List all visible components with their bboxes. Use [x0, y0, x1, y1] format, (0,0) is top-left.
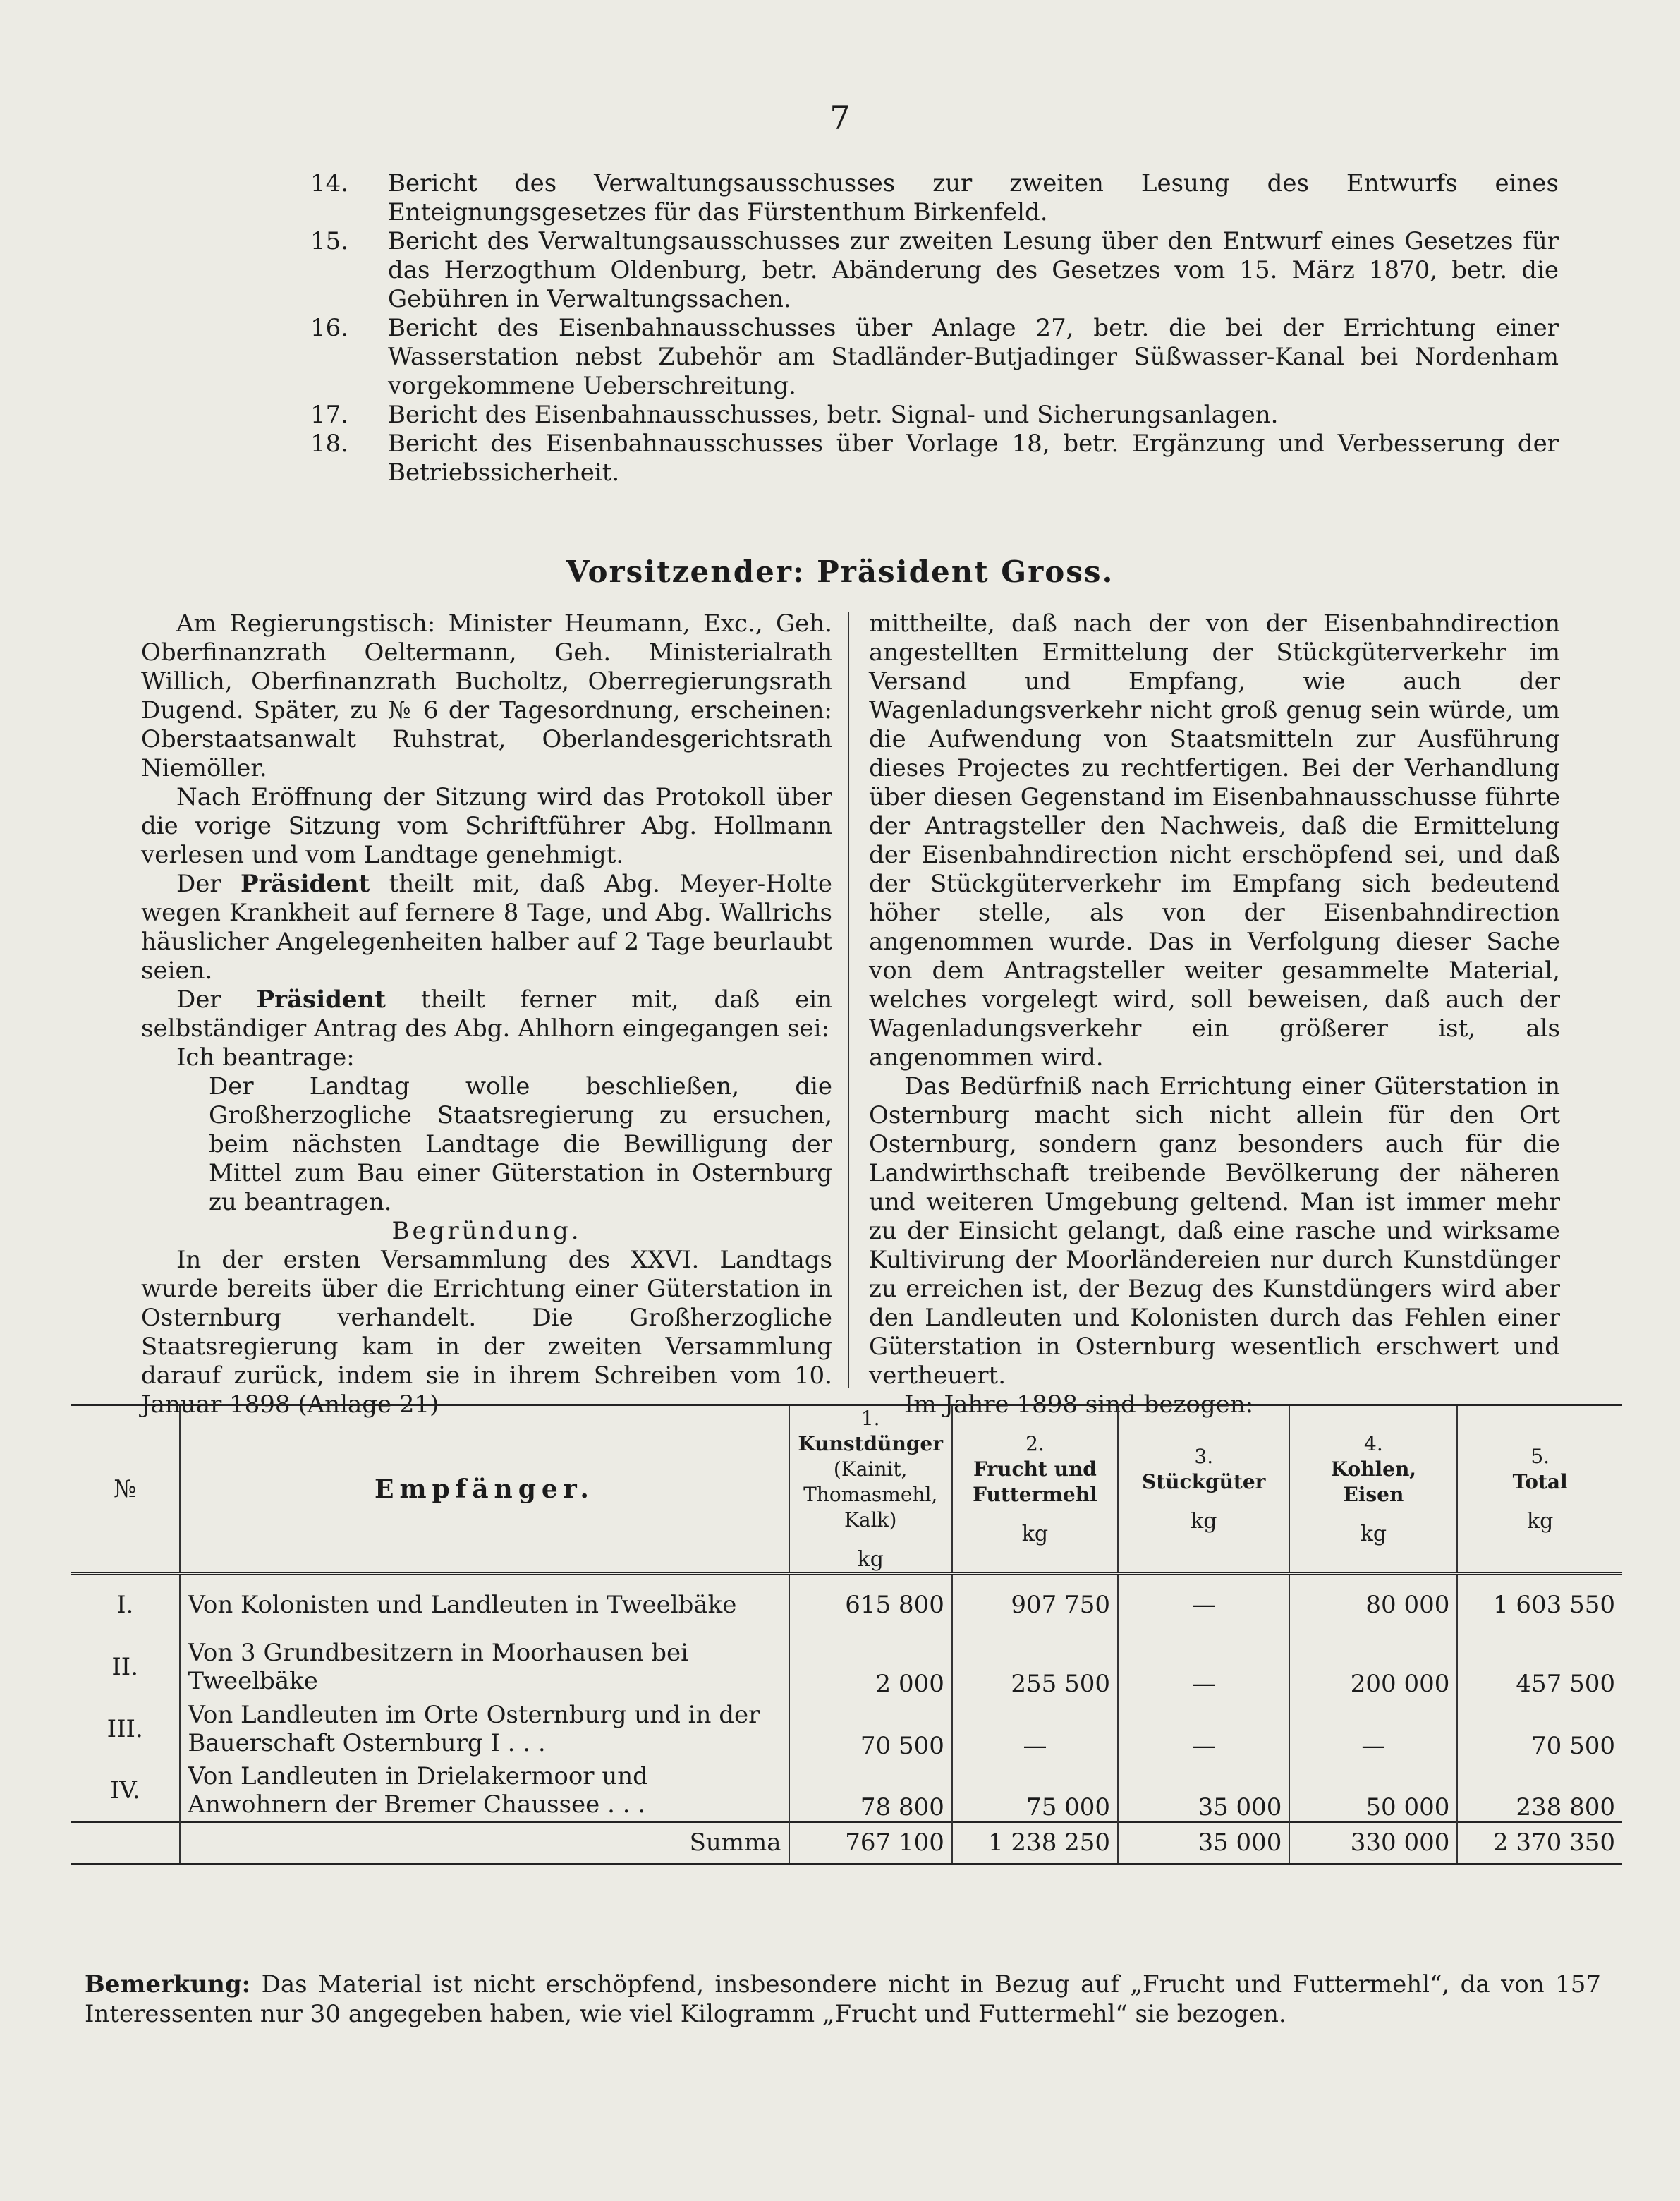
- row-recipient: Von Landleuten im Orte Osternburg und in der Bauerschaft Osternburg I . . .: [180, 1698, 789, 1760]
- agenda-list: [310, 169, 1559, 487]
- president-label: Präsident: [256, 986, 386, 1014]
- col-header-no: №: [114, 1475, 137, 1503]
- row-number: III.: [106, 1714, 143, 1743]
- col-label: Kohlen, Eisen: [1330, 1457, 1417, 1506]
- remark-label: Bemerkung:: [85, 1970, 251, 1999]
- col-number: 1.: [860, 1407, 880, 1430]
- agenda-item: [310, 227, 1559, 314]
- text-segment: theilt mit, daß Abg. Meyer-Holte wegen Krankheit auf fernere 8 Tage, und Abg. Wallrichs häuslicher Angelegenheiten halber auf 2 Tage beurlaubt seien.: [141, 870, 832, 985]
- page-number: 7: [829, 99, 851, 137]
- cell-value: 238 800: [1457, 1760, 1622, 1822]
- agenda-number: 16.: [310, 314, 349, 342]
- text-segment: Der: [176, 986, 221, 1014]
- attendance-paragraph: Am Regierungstisch: Minister Heumann, Exc., Geh. Oberfinanzrath Oeltermann, Geh. Ministerialrath Willich, Oberfinanzrath Bucholtz, Oberregierungsrath Dugend. Später, zu № 6 der Tagesordnung, erscheinen: Oberstaatsanwalt Ruhstrat, Oberlandesgerichtsrath Niemöller.: [141, 610, 832, 782]
- cell-value: 907 750: [952, 1574, 1118, 1636]
- agenda-text: Bericht des Eisenbahnausschusses über Anlage 27, betr. die bei der Errichtung einer Wasserstation nebst Zubehör am Stadländer-Butjadinger Süßwasser-Kanal bei Nordenham vorgekommene Ueberschreitung.: [388, 314, 1559, 400]
- cell-value: 50 000: [1289, 1760, 1457, 1822]
- col-label: Stückgüter: [1142, 1470, 1266, 1493]
- agenda-item: [310, 169, 1559, 227]
- row-number: I.: [116, 1591, 134, 1620]
- col-header: [952, 1405, 1118, 1574]
- table-row: [71, 1760, 1622, 1822]
- text-segment: theilt ferner mit, daß ein selbständiger Antrag des Abg. Ahlhorn eingegangen sei:: [141, 986, 833, 1043]
- sum-value: 767 100: [789, 1822, 952, 1865]
- col-unit: kg: [1526, 1509, 1554, 1534]
- agenda-item: [310, 401, 1559, 430]
- right-column: [869, 610, 1560, 1419]
- cell-value: 255 500: [952, 1636, 1118, 1698]
- agenda-number: 17.: [310, 401, 349, 429]
- col-header: [1289, 1405, 1457, 1574]
- cell-value: —: [1118, 1698, 1289, 1760]
- sum-spacer: [71, 1822, 180, 1865]
- remark-text: Das Material ist nicht erschöpfend, insbesondere nicht in Bezug auf „Frucht und Futtermehl“, da von 157 Interessenten nur 30 angegeben haben, wie viel Kilogramm „Frucht und Futtermehl“ sie bezogen.: [85, 1970, 1601, 2028]
- cell-value: 70 500: [1457, 1698, 1622, 1760]
- table-sum-row: [71, 1822, 1622, 1865]
- table-header-row: [71, 1405, 1622, 1574]
- motion-intro-paragraph: [141, 986, 832, 1043]
- column-divider: [848, 612, 849, 1388]
- table-row: [71, 1698, 1622, 1760]
- agenda-number: 15.: [310, 227, 349, 255]
- col-label: Frucht und Futtermehl: [973, 1457, 1097, 1506]
- table-intro: Im Jahre 1898 sind bezogen:: [904, 1390, 1254, 1419]
- col-number: 4.: [1364, 1432, 1383, 1455]
- cell-value: 457 500: [1457, 1636, 1622, 1698]
- justification-heading: Begründung.: [391, 1217, 582, 1245]
- cell-value: 1 603 550: [1457, 1574, 1622, 1636]
- agenda-number: 14.: [310, 169, 349, 198]
- sum-value: 2 370 350: [1457, 1822, 1622, 1865]
- cell-value: —: [952, 1698, 1118, 1760]
- leave-paragraph: [141, 870, 832, 986]
- agenda-item: [310, 314, 1559, 401]
- cell-value: —: [1289, 1698, 1457, 1760]
- col-number: 2.: [1025, 1432, 1045, 1455]
- col-label: Kunstdünger: [798, 1432, 943, 1455]
- col-header: [1118, 1405, 1289, 1574]
- need-paragraph: Das Bedürfniß nach Errichtung einer Güterstation in Osternburg macht sich nicht allein für den Ort Osternburg, sondern ganz besonders auch für die Landwirthschaft treibende Bevölkerung der näheren und weiteren Umgebung geltend. Man ist immer mehr zu der Einsicht gelangt, daß eine rasche und wirksame Kultivirung der Moorländereien nur durch Kunstdünger zu erreichen ist, der Bezug des Kunstdüngers wird aber den Landleuten und Kolonisten durch das Fehlen einer Güterstation in Osternburg wesentlich erschwert und vertheuert.: [869, 1072, 1560, 1390]
- cell-value: 75 000: [952, 1760, 1118, 1822]
- col-header-recipient: Empfänger.: [180, 1405, 789, 1574]
- table-row: [71, 1636, 1622, 1698]
- col-number: 3.: [1194, 1445, 1214, 1468]
- row-number: II.: [111, 1652, 139, 1681]
- cell-value: 78 800: [789, 1760, 952, 1822]
- motion-quote: Der Landtag wolle beschließen, die Großherzogliche Staatsregierung zu ersuchen, beim nächsten Landtage die Bewilligung der Mittel zum Bau einer Güterstation in Osternburg zu beantragen.: [209, 1072, 832, 1216]
- cell-value: 200 000: [1289, 1636, 1457, 1698]
- col-label: Total: [1512, 1470, 1568, 1493]
- col-header: [1457, 1405, 1622, 1574]
- agenda-text: Bericht des Eisenbahnausschusses, betr. Signal- und Sicherungsanlagen.: [388, 401, 1279, 429]
- data-table: [71, 1404, 1622, 1865]
- col-unit: kg: [1021, 1522, 1049, 1546]
- chair-heading: Vorsitzender: Präsident Gross.: [566, 554, 1114, 589]
- cell-value: —: [1118, 1574, 1289, 1636]
- cell-value: —: [1118, 1636, 1289, 1698]
- col-number: 5.: [1530, 1445, 1550, 1468]
- motion-lead: Ich beantrage:: [176, 1043, 355, 1072]
- president-label: Präsident: [240, 870, 370, 898]
- agenda-text: Bericht des Verwaltungsausschusses zur zweiten Lesung über den Entwurf eines Gesetzes für das Herzogthum Oldenburg, betr. Abänderung des Gesetzes vom 15. März 1870, betr. die Gebühren in Verwaltungssachen.: [388, 227, 1559, 313]
- cell-value: 70 500: [789, 1698, 952, 1760]
- cell-value: 615 800: [789, 1574, 952, 1636]
- agenda-number: 18.: [310, 430, 349, 458]
- row-recipient: Von 3 Grundbesitzern in Moorhausen bei Tweelbäke: [180, 1636, 789, 1698]
- col-header: [789, 1405, 952, 1574]
- row-recipient: Von Landleuten in Drielakermoor und Anwohnern der Bremer Chaussee . . .: [180, 1760, 789, 1822]
- cell-value: 2 000: [789, 1636, 952, 1698]
- freight-table: [71, 1404, 1622, 1865]
- agenda-text: Bericht des Eisenbahnausschusses über Vorlage 18, betr. Ergänzung und Verbesserung der Betriebssicherheit.: [388, 430, 1559, 487]
- col-unit: kg: [1191, 1509, 1217, 1534]
- continuation-paragraph: mittheilte, daß nach der von der Eisenbahndirection angestellten Ermittelung der Stückgüterverkehr im Versand und Empfang, wie auch der Wagenladungsverkehr nicht groß genug sein würde, um die Aufwendung von Staatsmitteln zur Ausführung dieses Projectes zu rechtfertigen. Bei der Verhandlung über diesen Gegenstand im Eisenbahnausschusse führte der Antragsteller den Nachweis, daß die Ermittelung der Eisenbahndirection nicht erschöpfend sei, und daß der Stückgüterverkehr im Empfang sich bedeutend höher stelle, als von der Eisenbahndirection angenommen wurde. Das in Verfolgung dieser Sache von dem Antragsteller weiter gesammelte Material, welches vorgelegt wird, soll beweisen, daß auch der Wagenladungsverkehr ein größerer ist, als angenommen wird.: [869, 610, 1560, 1072]
- row-recipient: Von Kolonisten und Landleuten in Tweelbäke: [180, 1574, 789, 1636]
- sum-value: 330 000: [1289, 1822, 1457, 1865]
- cell-value: 80 000: [1289, 1574, 1457, 1636]
- sum-label: Summa: [180, 1822, 789, 1865]
- col-unit: kg: [857, 1547, 884, 1572]
- col-unit: kg: [1360, 1522, 1387, 1546]
- sum-value: 1 238 250: [952, 1822, 1118, 1865]
- col-sublabel: (Kainit, Thomasmehl, Kalk): [803, 1457, 938, 1532]
- text-segment: Der: [176, 870, 221, 898]
- minutes-paragraph: Nach Eröffnung der Sitzung wird das Protokoll über die vorige Sitzung vom Schriftführer Abg. Hollmann verlesen und vom Landtage genehmigt.: [141, 783, 832, 869]
- row-number: IV.: [109, 1776, 140, 1805]
- cell-value: 35 000: [1118, 1760, 1289, 1822]
- remark: [85, 1970, 1601, 2029]
- justification-paragraph: In der ersten Versammlung des XXVI. Landtags wurde bereits über die Errichtung einer Güterstation in Osternburg verhandelt. Die Großherzogliche Staatsregierung kam in der zweiten Versammlung darauf zurück, indem sie in ihrem Schreiben vom 10. Januar 1898 (Anlage 21): [141, 1246, 832, 1419]
- table-row: [71, 1574, 1622, 1636]
- left-column: [141, 610, 832, 1419]
- agenda-text: Bericht des Verwaltungsausschusses zur zweiten Lesung des Entwurfs eines Enteignungsgesetzes für das Fürstenthum Birkenfeld.: [388, 169, 1559, 226]
- sum-value: 35 000: [1118, 1822, 1289, 1865]
- agenda-item: [310, 430, 1559, 487]
